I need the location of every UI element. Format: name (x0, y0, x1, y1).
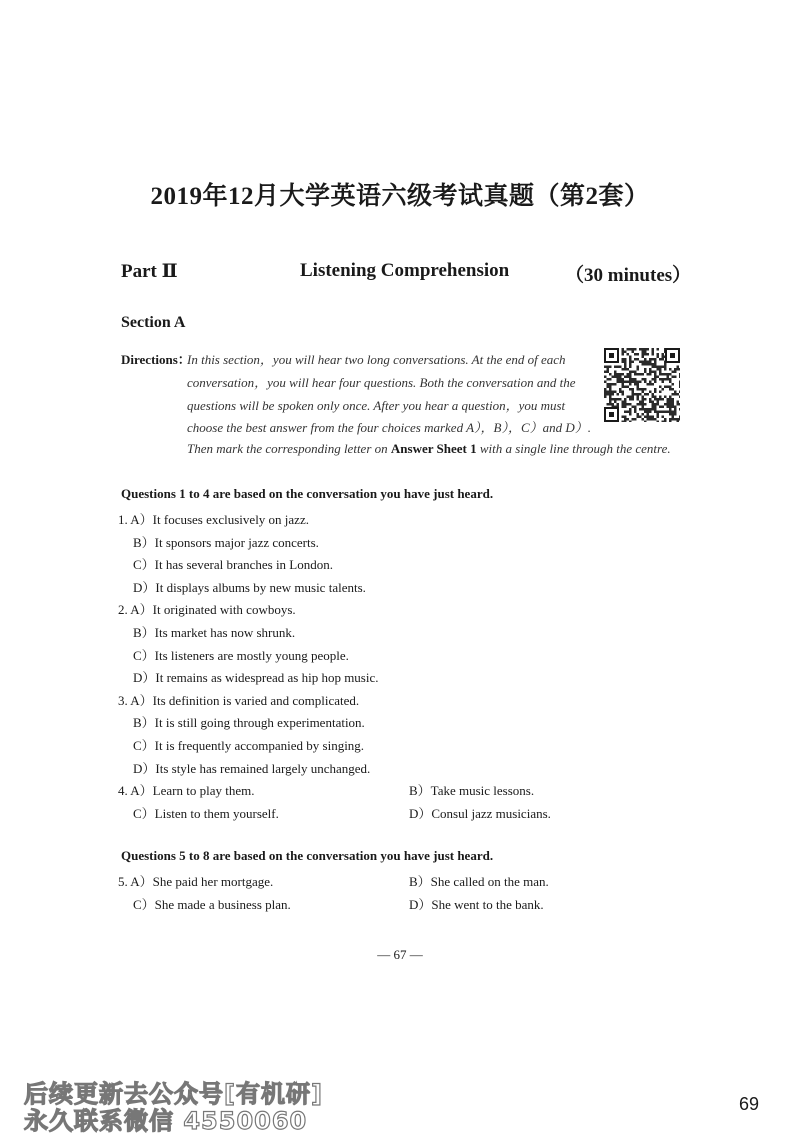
q2-option-c: C）Its listeners are mostly young people. (133, 648, 349, 663)
watermark-line-2: 永久联系微信 4550060 (24, 1107, 308, 1135)
q4-option-b: B）Take music lessons. (409, 783, 535, 798)
q1-option-a: 1. A）It focuses exclusively on jazz. (118, 512, 309, 527)
q3-option-b: B）It is still going through experimentation. (133, 715, 365, 730)
questions-1-4-heading: Questions 1 to 4 are based on the conversation you have just heard. (121, 486, 494, 501)
answer-sheet-ref: Answer Sheet 1 (390, 441, 477, 456)
q3-option-d: D）Its style has remained largely unchanged. (133, 761, 371, 776)
questions-5-8-heading: Questions 5 to 8 are based on the conversation you have just heard. (121, 848, 494, 863)
q5-option-b: B）She called on the man. (409, 874, 549, 889)
q3-option-a: 3. A）Its definition is varied and complicated. (118, 693, 360, 708)
directions-line-4: choose the best answer from the four choices marked A），B），C）and D）. (187, 420, 592, 435)
directions-line-1: In this section，you will hear two long conversations. At the end of each (187, 352, 566, 367)
q1-option-b: B）It sponsors major jazz concerts. (133, 535, 319, 550)
page-title: 2019年12月大学英语六级考试真题（第2套） (150, 183, 650, 210)
part-name: Listening Comprehension (300, 260, 510, 281)
q2-option-b: B）Its market has now shrunk. (133, 625, 296, 640)
directions-line-5: Then mark the corresponding letter on Answer Sheet 1 with a single line through the centre. (187, 441, 671, 456)
q4-option-c: C）Listen to them yourself. (133, 806, 279, 821)
q5-option-d: D）She went to the bank. (409, 897, 544, 912)
q4-option-a: 4. A）Learn to play them. (118, 783, 255, 798)
directions-line-3: questions will be spoken only once. After you hear a question，you must (187, 398, 566, 413)
page-number: — 67 — (377, 947, 423, 962)
q3-option-c: C）It is frequently accompanied by singing. (133, 738, 365, 753)
q5-option-a: 5. A）She paid her mortgage. (118, 874, 274, 889)
q5-option-c: C）She made a business plan. (133, 897, 291, 912)
section-heading: Section A (121, 314, 186, 331)
qr-code-image (604, 348, 680, 422)
directions-label: Directions： (121, 352, 191, 367)
pdf-page-number: 69 (739, 1094, 760, 1114)
q2-option-d: D）It remains as widespread as hip hop music. (133, 670, 379, 685)
part-time: （30 minutes） (565, 265, 692, 286)
watermark-line-1: 后续更新去公众号[有机研] (24, 1080, 323, 1108)
q4-option-d: D）Consul jazz musicians. (409, 806, 551, 821)
directions-line-2: conversation，you will hear four questions. Both the conversation and the (187, 375, 576, 390)
q1-option-c: C）It has several branches in London. (133, 557, 334, 572)
part-label: Part Ⅱ (121, 261, 178, 282)
q1-option-d: D）It displays albums by new music talents. (133, 580, 366, 595)
q2-option-a: 2. A）It originated with cowboys. (118, 602, 296, 617)
